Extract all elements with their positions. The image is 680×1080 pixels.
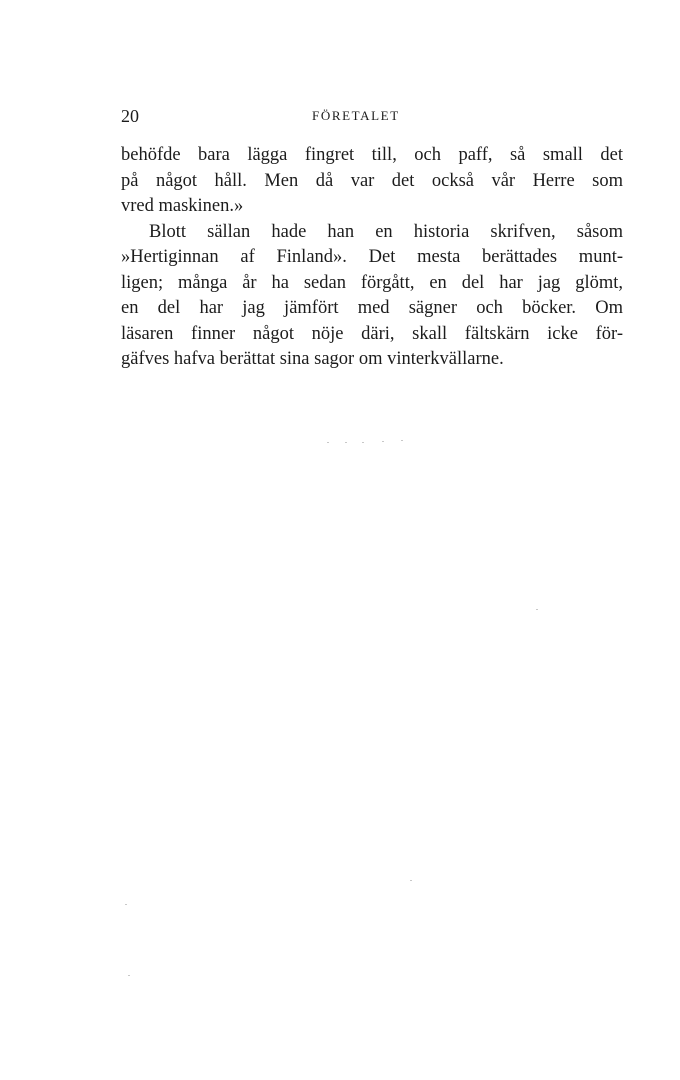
scan-speck xyxy=(128,975,130,976)
text-line: Blott sällan hade han en historia skrifven, såsom xyxy=(149,221,623,242)
page-number: 20 xyxy=(121,106,139,126)
scan-speck xyxy=(345,442,347,443)
text-line: gäfves hafva berättat sina sagor om vinterkvällarne. xyxy=(121,349,504,369)
text-line: ligen; många år ha sedan förgått, en del har jag glömt, xyxy=(121,272,623,293)
text-line: vred maskinen.» xyxy=(121,196,244,216)
scan-speck xyxy=(401,440,403,441)
scan-speck xyxy=(410,880,412,881)
text-line: på något håll. Men då var det också vår Herre som xyxy=(121,170,623,191)
scan-speck xyxy=(536,609,538,610)
scan-speck xyxy=(382,441,384,442)
scan-speck xyxy=(125,904,127,905)
text-line: en del har jag jämfört med sägner och böcker. Om xyxy=(121,298,623,318)
running-head: FÖRETALET xyxy=(312,108,400,123)
text-line: behöfde bara lägga fingret till, och paff, så small det xyxy=(121,145,623,165)
body-text xyxy=(121,143,623,373)
text-line: läsaren finner något nöje däri, skall fältskärn icke för- xyxy=(121,323,623,344)
scan-speck xyxy=(362,442,364,443)
scan-speck xyxy=(327,442,329,443)
text-line: »Hertiginnan af Finland». Det mesta berättades munt- xyxy=(121,247,623,267)
